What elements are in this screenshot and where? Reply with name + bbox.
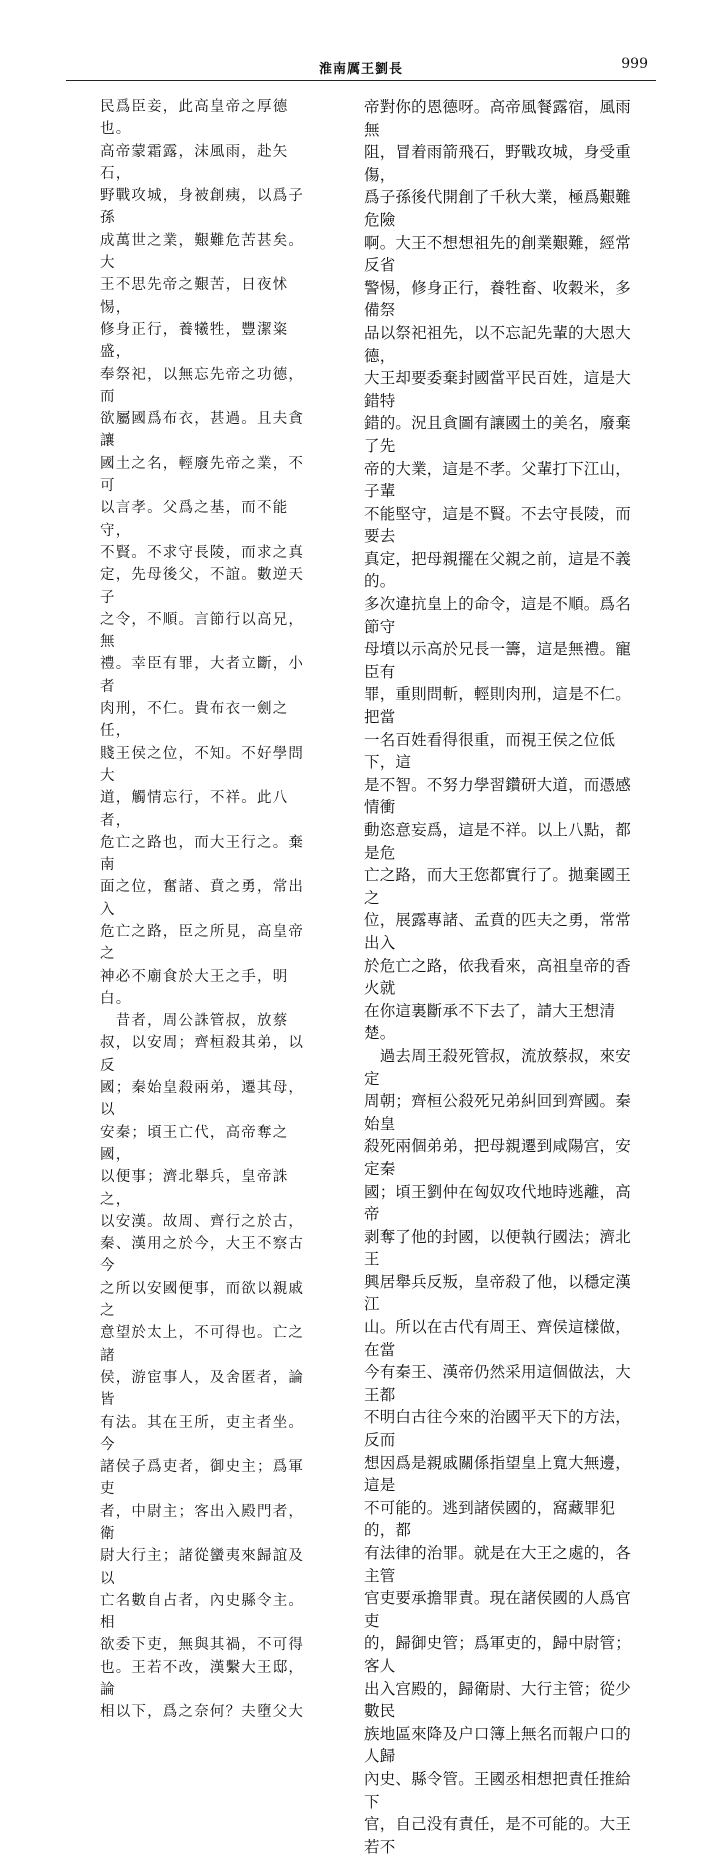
translation-paragraph: 過去周王殺死管叔，流放蔡叔，來安定 周朝；齊桓公殺死兄弟糾回到齊國。秦始皇 殺死兩個弟弟，把母親遷到咸陽宫，安定秦 國；頃王劉仲在匈奴攻代地時逃離，高帝 剥奪了他的封國，以便執行國法；濟北王 興居舉兵反叛，皇帝殺了他，以穩定漢江 山。所以在古代有周王、齊侯這樣做，在當 今有秦王、漢帝仍然采用這個做法，大王都 不明白古往今來的治國平天下的方法，反而 想因爲是親戚關係指望皇上寬大無邊，這是 不可能的。逃到諸侯國的，窩藏罪犯的，都 有法律的治罪。就是在大王之處的，各主管 官吏要承擔罪責。現在諸侯國的人爲官吏 的，歸御史管；爲軍吏的，歸中尉管；客人 出入宫殿的，歸衛尉、大行主管；從少數民 族地區來降及户口簿上無名而報户口的人歸 內史、縣令管。王國丞相想把責任推給下 官，自己没有責任，是不可能的。大王若不	[364, 1046, 631, 1856]
classical-text-column	[100, 96, 308, 1724]
translation-paragraph: 帝對你的恩德呀。高帝風餐露宿，風雨無 阻，冒着雨箭飛石，野戰攻城，身受重傷， 爲子孫後代開創了千秋大業，極爲艱難危險 啊。大王不想想祖先的創業艱難，經常反省 警惕，修身正行，養牲畜、收穀米，多備祭 品以祭祀祖先，以不忘記先輩的大恩大德， 大王却要委棄封國當平民百姓，這是大錯特 錯的。況且貪圖有讓國土的美名，廢棄了先 帝的大業，這是不孝。父輩打下江山，子輩 不能堅守，這是不賢。不去守長陵，而要去 真定，把母親擺在父親之前，這是不義的。 多次違抗皇上的命令，這是不順。爲名節守 母墳以示高於兄長一籌，這是無禮。寵臣有 罪，重則問斬，輕則肉刑，這是不仁。把當 一名百姓看得很重，而視王侯之位低下，這 是不智。不努力學習鑽研大道，而憑感情衝 動恣意妄爲，這是不祥。以上八點，都是危 亡之路，而大王您都實行了。拋棄國王之 位，展露專諸、孟賁的匹夫之勇，常常出入 於危亡之路，依我看來，高祖皇帝的香火就 在你這裏斷承不下去了，請大王想清楚。	[364, 98, 631, 1043]
page-header	[66, 52, 656, 81]
classical-paragraph: 民爲臣妾，此高皇帝之厚德也。 高帝蒙霜露，沫風雨，赴矢石， 野戰攻城，身被創痍，以爲子孫 成萬世之業，艱難危苦甚矣。大 王不思先帝之艱苦，日夜怵惕， 修身正行，養犧牲，豐潔粢盛， 奉祭祀，以無忘先帝之功德，而 欲屬國爲布衣，甚過。且夫貪讓 國土之名，輕廢先帝之業，不可 以言孝。父爲之基，而不能守， 不賢。不求守長陵，而求之真 定，先母後父，不誼。數逆天子 之令，不順。言節行以高兄，無 禮。幸臣有罪，大者立斷，小者 肉刑，不仁。貴布衣一劍之任， 賤王侯之位，不知。不好學問大 道，觸情忘行，不祥。此八者， 危亡之路也，而大王行之。棄南 面之位，奮諸、賁之勇，常出入 危亡之路，臣之所見，高皇帝之 神必不廟食於大王之手，明白。	[100, 99, 305, 1007]
page-number: 999	[621, 56, 648, 72]
running-title: 淮南厲王劉長	[318, 62, 403, 77]
translation-text-column	[364, 96, 636, 1858]
classical-paragraph: 昔者，周公誅管叔，放蔡 叔，以安周；齊桓殺其弟，以反 國；秦始皇殺兩弟，遷其母，以 安秦；頃王亡代，高帝奪之國， 以便事；濟北舉兵，皇帝誅之， 以安漢。故周、齊行之於古， 秦、漢用之於今，大王不察古今 之所以安國便事，而欲以親戚之 意望於太上，不可得也。亡之諸 侯，游宦事人，及舍匿者，論皆 有法。其在王所，吏主者坐。今 諸侯子爲吏者，御史主；爲軍吏 者，中尉主；客出入殿門者，衛 尉大行主；諸從蠻夷來歸誼及以 亡名數自占者，內史縣令主。相 欲委下吏，無與其禍，不可得 也。王若不改，漢繫大王邸，論 相以下，爲之奈何？夫墮父大	[100, 1013, 305, 1721]
